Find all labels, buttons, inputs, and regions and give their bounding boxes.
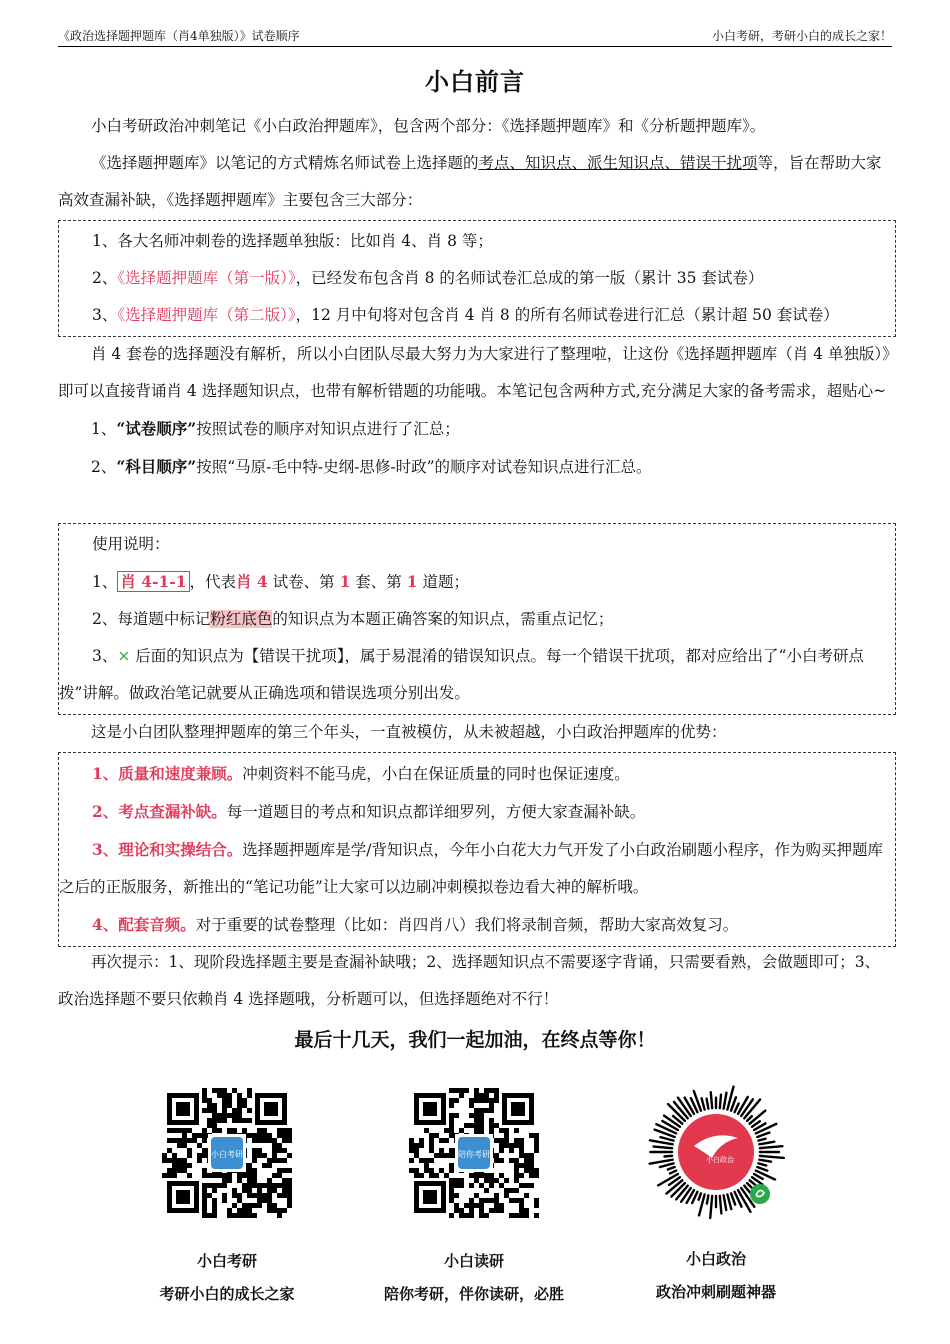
- parts-item-3-num: 3、: [92, 306, 118, 324]
- usage-heading: 使用说明：: [92, 535, 170, 553]
- reminder-section: [58, 944, 894, 1018]
- qr-block-xiaobai-zhengzhi: [596, 1088, 836, 1302]
- advantage-4-title: 4、配套音频。: [92, 915, 196, 934]
- usage-item-1-red-3: 1: [406, 572, 418, 591]
- usage-item-3: [59, 638, 895, 712]
- usage-item-1-num: 1、: [92, 573, 118, 591]
- qr-name: 小白读研: [443, 1252, 504, 1270]
- intro-paragraph-1: 小白考研政治冲刺笔记《小白政治押题库》，包含两个部分：《选择题押题库》和《分析题押题库》。: [91, 117, 766, 135]
- page-header: [58, 22, 892, 47]
- header-right: 小白考研，考研小白的成长之家！: [711, 29, 892, 43]
- parts-item-3-title: 《选择题押题库（第二版）》: [117, 306, 296, 324]
- parts-item-2-title: 《选择题押题库（第一版）》: [117, 269, 296, 287]
- usage-item-2-text-b: 的知识点为本题正确答案的知识点，需重点记忆；: [272, 610, 614, 628]
- advantages-intro-wrap: [58, 714, 894, 751]
- qr-center-label: 小白考研: [211, 1150, 243, 1159]
- usage-item-1-red-2: 1: [339, 572, 351, 591]
- order-item-1-num: 1、: [91, 420, 117, 438]
- qr-center-label: 陪你考研: [458, 1150, 490, 1159]
- reminder-paragraph: 再次提示：1、现阶段选择题主要是查漏补缺哦；2、选择题知识点不需要逐字背诵，只需要看熟，会做题即可；3、政治选择题不要只依赖肖 4 选择题哦，分析题可以，但选择题绝对不行！: [58, 953, 881, 1008]
- usage-item-2-text-a: 2、每道题中标记: [92, 610, 211, 628]
- usage-item-1-text-c: 套、第: [350, 573, 407, 591]
- usage-item-3-rest: 后面的知识点为【错误干扰项】，属于易混淆的错误知识点。每一个错误干扰项，都对应给出了“小白考研点拨”讲解。做政治笔记就要从正确选项和错误选项分别出发。: [59, 647, 864, 702]
- order-item-1-bold: “试卷顺序”: [116, 419, 197, 438]
- usage-box: [58, 523, 896, 715]
- order-item-2-bold: “科目顺序”: [116, 457, 197, 476]
- page-title: 小白前言: [425, 68, 525, 96]
- qr-subtitle: 考研小白的成长之家: [159, 1285, 295, 1303]
- usage-item-1-text-d: 道题；: [417, 573, 469, 591]
- advantages-intro: 这是小白团队整理押题库的第三个年头，一直被模仿，从未被超越，小白政治押题库的优势：: [91, 723, 727, 741]
- advantage-3-title: 3、理论和实操结合。: [92, 840, 243, 859]
- advantage-2: [59, 793, 895, 831]
- parts-item-3: [59, 297, 895, 334]
- question-tag-example: 肖 4-1-1: [117, 571, 189, 592]
- parts-item-2-num: 2、: [92, 269, 118, 287]
- qr-code-icon: [162, 1088, 292, 1218]
- advantage-2-title: 2、考点查漏补缺。: [92, 802, 227, 821]
- mini-program-code-icon: [646, 1082, 786, 1222]
- parts-box: [58, 220, 896, 337]
- intro-p2-text-b: 等，旨在帮助大家高效查漏补缺，《选择题押题库》主要包含三大部分：: [58, 154, 882, 209]
- qr-subtitle: 政治冲刺刷题神器: [655, 1283, 776, 1301]
- intro-section: [58, 108, 894, 219]
- advantage-3-text: 选择题押题库是学/背知识点，今年小白花大力气开发了小白政治刷题小程序，作为购买押题库之后的正版服务，新推出的“笔记功能”让大家可以边刷冲刺模拟卷边看大神的解析哦。: [59, 841, 884, 896]
- usage-item-1-text-a: ，代表: [189, 573, 237, 591]
- mini-program-badge-icon: [750, 1184, 770, 1204]
- cross-mark-icon: ×: [117, 647, 131, 665]
- qr-subtitle: 陪你考研，伴你读研，必胜: [383, 1285, 564, 1303]
- advantage-2-text: 每一道题目的考点和知识点都详细罗列，方便大家查漏补缺。: [226, 803, 646, 821]
- qr-code-icon: [409, 1088, 539, 1218]
- intro-p2-text-a: 《选择题押题库》以笔记的方式精炼名师试卷上选择题的: [91, 154, 479, 172]
- advantage-1-title: 1、质量和速度兼顾。: [92, 764, 243, 783]
- parts-item-2-rest: ，已经发布包含肖 8 的名师试卷汇总成的第一版（累计 35 套试卷）: [295, 269, 764, 287]
- header-left: 《政治选择题押题库（肖4单独版）》试卷顺序: [58, 29, 300, 43]
- pink-highlight-example: 粉红底色: [210, 610, 273, 628]
- usage-item-1-red-1: 肖 4: [236, 572, 268, 591]
- qr-block-xiaobai-kaoyan: [107, 1088, 347, 1304]
- advantage-4-text: 对于重要的试卷整理（比如：肖四肖八）我们将录制音频，帮助大家高效复习。: [195, 916, 739, 934]
- mini-code-center-label: 小白政治: [706, 1156, 734, 1164]
- usage-item-2: [59, 601, 895, 638]
- intro-paragraph-2: [58, 145, 894, 219]
- order-item-1-rest: 按照试卷的顺序对知识点进行了汇总；: [196, 420, 460, 438]
- parts-item-1: 1、各大名师冲刺卷的选择题单独版：比如肖 4、肖 8 等；: [92, 232, 493, 250]
- advantages-box: [58, 752, 896, 947]
- parts-item-3-rest: ，12 月中旬将对包含肖 4 肖 8 的所有名师试卷进行汇总（累计超 50 套试卷）: [295, 306, 839, 324]
- middle-paragraph: 肖 4 套卷的选择题没有解析，所以小白团队尽最大努力为大家进行了整理啦，让这份《选择题押题库（肖 4 单独版）》即可以直接背诵肖 4 选择题知识点，也带有解析错题的功能哦。本笔记包含两种方式,充分满足大家的备考需求，超贴心~: [58, 345, 890, 400]
- order-item-1: [58, 410, 894, 448]
- usage-item-3-num: 3、: [92, 647, 118, 665]
- usage-item-1: [59, 563, 895, 601]
- advantage-4: [59, 906, 895, 944]
- order-item-2-num: 2、: [91, 458, 117, 476]
- middle-section: [58, 336, 894, 486]
- order-item-2-rest: 按照“马原-毛中特-史纲-思修-时政”的顺序对试卷知识点进行汇总。: [196, 458, 652, 476]
- qr-name: 小白考研: [196, 1252, 257, 1270]
- order-item-2: [58, 448, 894, 486]
- intro-p2-underlined: 考点、知识点、派生知识点、错误干扰项: [478, 154, 758, 172]
- usage-item-1-text-b: 试卷、第: [267, 573, 340, 591]
- advantage-1: [59, 755, 895, 793]
- qr-name: 小白政治: [685, 1250, 746, 1268]
- advantage-3: [59, 831, 895, 906]
- advantage-1-text: 冲刺资料不能马虎，小白在保证质量的同时也保证速度。: [242, 765, 630, 783]
- slogan: 最后十几天，我们一起加油，在终点等你！: [294, 1029, 656, 1051]
- mini-code-center: [678, 1114, 754, 1190]
- qr-block-xiaobai-duyan: [354, 1088, 594, 1304]
- parts-item-2: [59, 260, 895, 297]
